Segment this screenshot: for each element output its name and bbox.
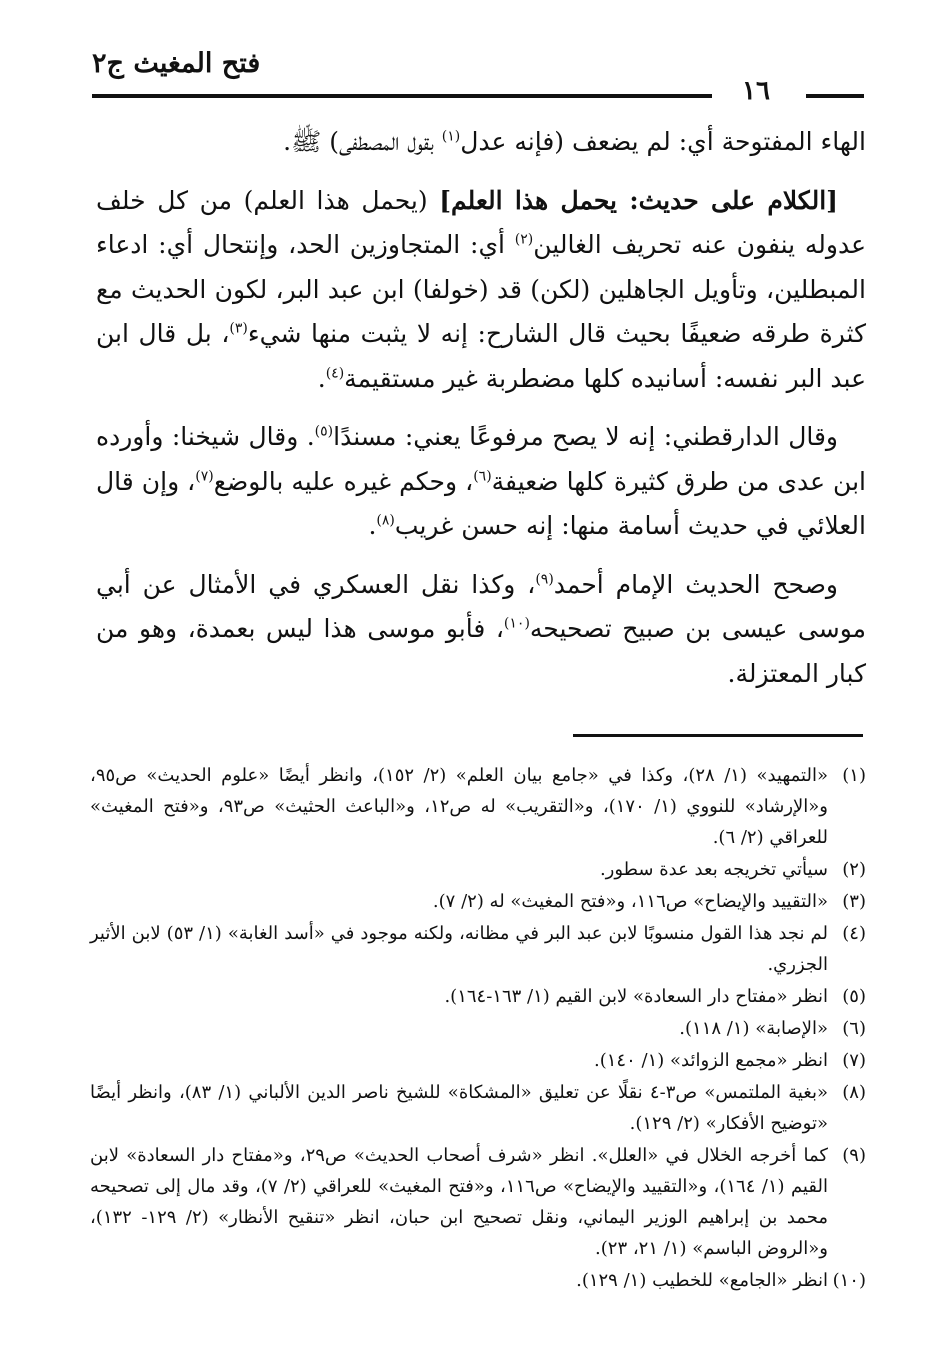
paragraph-2 — [96, 179, 866, 402]
footnote-ref[interactable]: (٨) — [376, 512, 395, 529]
footnote-ref[interactable]: (٤) — [325, 365, 345, 382]
header-rule — [92, 94, 712, 98]
footnote-ref[interactable]: (٧) — [195, 468, 214, 485]
footnote-text: سيأتي تخريجه بعد عدة سطور. — [599, 859, 828, 880]
paragraph-1 — [96, 120, 866, 165]
footnote-number: (٦) — [842, 1018, 866, 1039]
text-run: ، وإن قال العلائي في حديث أسامة منها: إنه حسن غريب — [96, 466, 866, 540]
footnote-item — [90, 854, 866, 885]
text-run: وقال الدارقطني: إنه لا يصح مرفوعًا يعني: مسندًا — [333, 422, 839, 451]
footnote-ref[interactable]: (١٠) — [503, 615, 530, 632]
footnote-ref[interactable]: (٥) — [314, 423, 334, 440]
footnote-number: (٧) — [842, 1050, 866, 1071]
footnote-ref[interactable]: (٣) — [229, 320, 248, 337]
footnote-text: انظر «الجامع» للخطيب (١/ ١٢٩). — [576, 1270, 828, 1291]
running-header — [92, 40, 864, 104]
footnote-item — [90, 886, 866, 917]
text-run: بقول المصطفى) ﷺ. — [283, 127, 442, 156]
footnote-text: انظر «مفتاح دار السعادة» لابن القيم (١/ ١٦٣-١٦٤). — [444, 986, 828, 1007]
text-run: ، بل قال ابن عبد البر نفسه: أسانيده كلها مضطربة غير مستقيمة — [96, 319, 866, 393]
footnote-item — [90, 1013, 866, 1044]
footnote-text: لم نجد هذا القول منسوبًا لابن عبد البر في مظانه، ولكنه موجود في «أسد الغابة» (١/ ٥٣) لابن الأثير الجزري. — [90, 923, 828, 975]
footnote-text: «التقييد والإيضاح» ص١١٦، و«فتح المغيث» له (٢/ ٧). — [432, 891, 828, 912]
section-heading: [الكلام على حديث: يحمل هذا العلم] — [439, 185, 839, 215]
text-run: أي: المتجاوزين الحد، وإنتحال أي: ادعاء المبطلين، وتأويل الجاهلين (لكن) قد (خولفا) ابن عبد البر، لكون الحديث مع كثرة طرقه ضعيفًا بحيث قال الشارح: إنه لا يثبت منها شيء — [96, 230, 866, 348]
text-run: . — [317, 363, 326, 393]
footnote-number: (٥) — [842, 986, 866, 1007]
footnote-item — [90, 760, 866, 853]
paragraph-3 — [96, 415, 866, 549]
footnote-number: (٩) — [842, 1145, 866, 1166]
text-run: . وقال شيخنا: وأورده ابن عدى من طرق كثيرة كلها ضعيفة — [96, 422, 866, 496]
text-run: (يحمل هذا العلم) من كل خلف عدوله ينفون عنه تحريف الغالين — [96, 185, 866, 259]
text-run: . — [368, 511, 377, 540]
footnote-number: (٤) — [842, 923, 866, 944]
text-run: وصحح الحديث الإمام أحمد — [553, 569, 838, 599]
footnote-item — [90, 1140, 866, 1264]
text-run: ، وكذا نقل العسكري في الأمثال عن أبي موسى عيسى بن صبيح تصحيحه — [96, 569, 866, 643]
footnote-item — [90, 1265, 866, 1296]
footnote-text: «التمهيد» (١/ ٢٨)، وكذا في «جامع بيان العلم» (٢/ ١٥٢)، وانظر أيضًا «علوم الحديث» ص٩٥، و«الإرشاد» للنووي (١/ ١٧٠)، و«التقريب» له ص١٢، و«الباعث الحثيث» ص٩٣، و«فتح المغيث» للعراقي (٢/ ٦). — [90, 765, 828, 848]
page-number: ١٦ — [742, 76, 770, 106]
header-title: فتح المغيث ج٢ — [92, 48, 261, 79]
footnote-ref[interactable]: (٢) — [514, 231, 534, 248]
footnote-ref[interactable]: (٦) — [473, 468, 492, 485]
footnote-number: (٨) — [842, 1082, 866, 1103]
header-rule-short — [806, 94, 864, 98]
footnote-ref[interactable]: (١) — [441, 128, 461, 145]
footnotes — [90, 760, 866, 1297]
footnote-text: كما أخرجه الخلال في «العلل». انظر «شرف أصحاب الحديث» ص٢٩، و«مفتاح دار السعادة» لابن القيم (١/ ١٦٤)، و«التقييد والإيضاح» ص١١٦، و«فتح المغيث» للعراقي (٢/ ٧)، وقد مال إلى تصحيحه محمد بن إبراهيم الوزير اليماني، ونقل تصحيح ابن حبان، انظر «تنقيح الأنظار» (٢/ ١٢٩- ١٣٢)، و«الروض الباسم» (١/ ٢١، ٢٣). — [90, 1145, 828, 1259]
footnote-number: (٢) — [842, 859, 866, 880]
main-text — [96, 120, 866, 710]
footnote-text: «بغية الملتمس» ص٣-٤ نقلًا عن تعليق «المشكاة» للشيخ ناصر الدين الألباني (١/ ٨٣)، وانظر أيضًا «توضيح الأفكار» (٢/ ١٢٩). — [90, 1082, 828, 1134]
footnote-item — [90, 1077, 866, 1139]
footnote-item — [90, 981, 866, 1012]
footnote-number: (٣) — [842, 891, 866, 912]
footnote-text: «الإصابة» (١/ ١١٨). — [679, 1018, 828, 1039]
text-run: الهاء المفتوحة أي: لم يضعف (فإنه عدل — [460, 127, 866, 156]
footnote-item — [90, 918, 866, 980]
footnote-number: (١٠) — [832, 1270, 866, 1291]
paragraph-4 — [96, 563, 866, 697]
footnote-ref[interactable]: (٩) — [535, 571, 554, 588]
footnote-separator — [573, 734, 863, 737]
text-run: ، وحكم غيره عليه بالوضع — [213, 466, 474, 496]
footnote-item — [90, 1045, 866, 1076]
footnote-number: (١) — [842, 765, 866, 786]
text-run: ، فأبو موسى هذا ليس بعمدة، وهو من كبار المعتزلة. — [96, 614, 866, 688]
footnote-text: انظر «مجمع الزوائد» (١/ ١٤٠). — [594, 1050, 828, 1071]
